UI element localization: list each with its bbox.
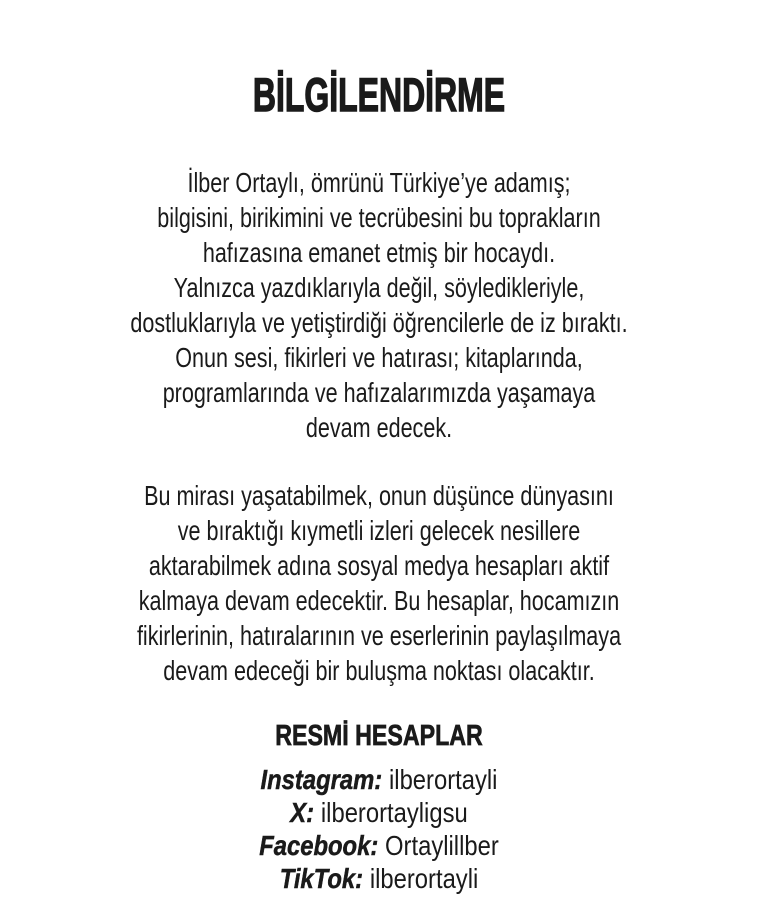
facebook-handle: Ortaylillber — [385, 830, 499, 861]
facebook-platform-label: Facebook: — [259, 830, 379, 861]
text-line: ve bıraktığı kıymetli izleri gelecek nesillere — [177, 515, 581, 546]
account-tiktok — [57, 862, 701, 895]
text-line: devam edeceği bir buluşma noktası olacaktır. — [163, 655, 595, 686]
text-line: fikirlerinin, hatıralarının ve eserlerinin paylaşılmaya — [136, 620, 622, 651]
x-platform-label: X: — [290, 797, 315, 828]
tiktok-platform-label: TikTok: — [279, 863, 364, 894]
account-facebook — [57, 829, 701, 862]
text-line: Bu mirası yaşatabilmek, onun düşünce dünyasını — [144, 480, 614, 511]
x-handle: ilberortayligsu — [320, 797, 468, 828]
official-accounts-heading: RESMİ HESAPLAR — [275, 720, 483, 752]
text-line: programlarında ve hafızalarımızda yaşamaya — [162, 377, 596, 408]
page-title: BİLGİLENDİRME — [252, 68, 506, 121]
account-instagram — [57, 763, 701, 796]
text-line: bilgisini, birikimini ve tecrübesini bu toprakların — [157, 202, 601, 233]
account-x — [57, 796, 701, 829]
legacy-paragraph — [87, 478, 671, 688]
tiktok-handle: ilberortayli — [369, 863, 479, 894]
text-line: Onun sesi, fikirleri ve hatırası; kitaplarında, — [175, 342, 583, 373]
text-line: dostluklarıyla ve yetiştirdiği öğrencilerle de iz bıraktı. — [130, 307, 628, 338]
official-accounts-section — [0, 721, 758, 895]
text-line: kalmaya devam edecektir. Bu hesaplar, hocamızın — [138, 585, 620, 616]
memorial-paragraph — [87, 165, 671, 445]
text-line: hafızasına emanet etmiş bir hocaydı. — [202, 237, 556, 268]
text-line: devam edecek. — [305, 412, 453, 443]
instagram-platform-label: Instagram: — [260, 764, 383, 795]
text-line: Yalnızca yazdıklarıyla değil, söyledikleriyle, — [173, 272, 585, 303]
text-line: İlber Ortaylı, ömrünü Türkiye’ye adamış; — [187, 167, 571, 198]
instagram-handle: ilberortayli — [389, 764, 498, 795]
text-line: aktarabilmek adına sosyal medya hesapları aktif — [148, 550, 610, 581]
